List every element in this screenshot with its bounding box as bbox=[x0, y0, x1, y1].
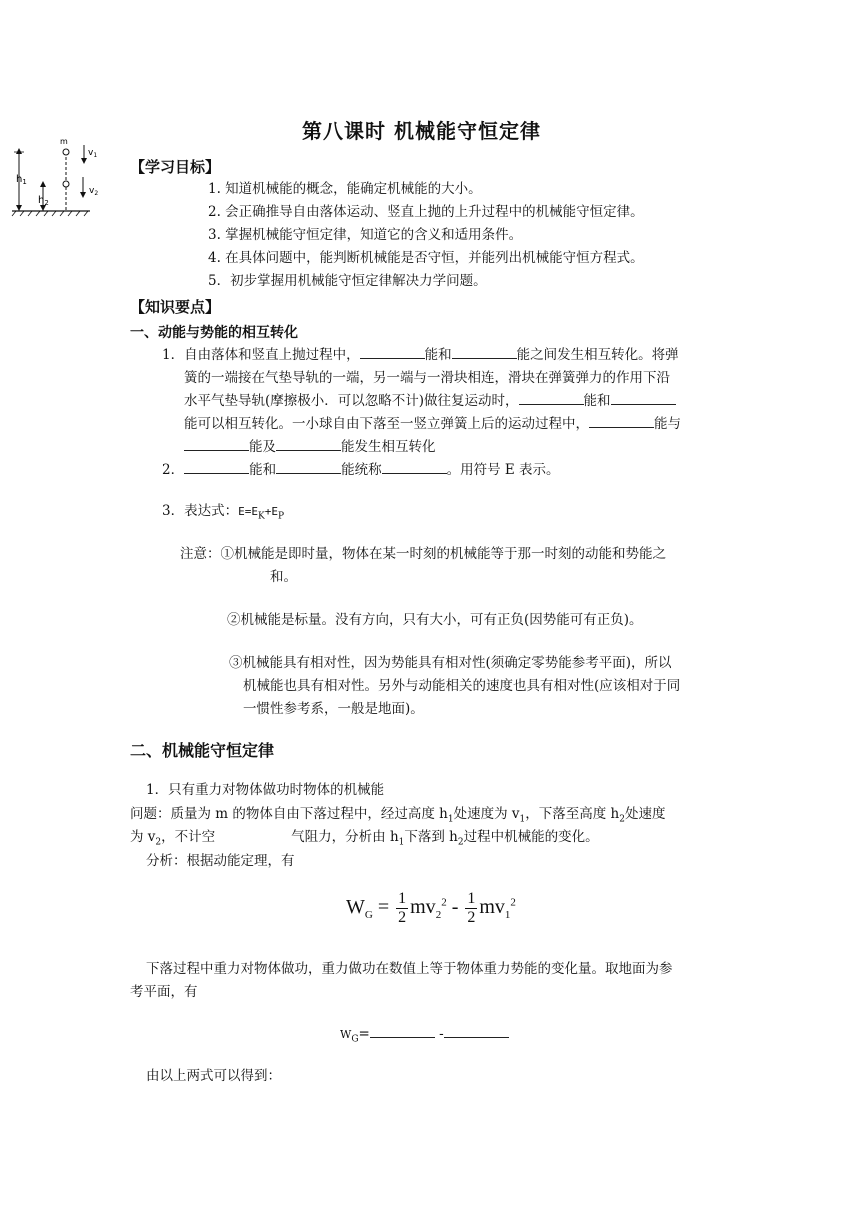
note-3-line-2: 机械能也具有相对性。另外与动能相关的速度也具有相对性(应该相对于同 bbox=[243, 678, 681, 694]
free-fall-diagram bbox=[10, 135, 110, 217]
label-m: m bbox=[60, 137, 68, 146]
blank bbox=[519, 390, 584, 405]
paragraph-1-line-2: 簧的一端接在气垫导轨的一端，另一端与一滑块相连，滑块在弹簧弹力的作用下沿 bbox=[184, 370, 670, 386]
svg-text:v1: $v_1$ bbox=[88, 148, 98, 159]
blank bbox=[444, 1023, 509, 1038]
blank bbox=[382, 459, 447, 474]
blank bbox=[184, 459, 249, 474]
section2-item-1: 1．只有重力对物体做功时物体的机械能 bbox=[146, 782, 385, 798]
objective-item: 2. 会正确推导自由落体运动、竖直上抛的上升过程中的机械能守恒定律。 bbox=[208, 204, 644, 220]
note-3-line-3: 一惯性参考系，一般是地面)。 bbox=[243, 701, 424, 717]
paragraph-1-line-5: 能及 能发生相互转化 bbox=[184, 436, 436, 458]
paragraph-1-line-3: 水平气垫导轨(摩擦极小．可以忽略不计)做往复运动时， 能和 bbox=[184, 390, 676, 412]
blank bbox=[276, 459, 341, 474]
analysis: 分析：根据动能定理，有 bbox=[146, 853, 295, 869]
note-1-line-2: 和。 bbox=[270, 569, 297, 585]
svg-text:h1: $h_1$ bbox=[16, 174, 27, 186]
paragraph-2: 2． 能和 能统称 。用符号 E 表示。 bbox=[162, 459, 560, 481]
work-energy-equation: $W_G$ = $\frac{1}{2}$ $mv_2^2$ - $\frac{1}{2}$ $mv_1^2$ bbox=[346, 890, 516, 926]
note-1-line-1: 注意：①机械能是即时量，物体在某一时刻的机械能等于那一时刻的动能和势能之 bbox=[180, 546, 666, 562]
objectives-heading: 【学习目标】 bbox=[130, 158, 221, 176]
section2-title: 二、机械能守恒定律 bbox=[130, 741, 275, 760]
svg-text:v2: $v_2$ bbox=[89, 186, 99, 197]
blank bbox=[276, 436, 341, 451]
objective-item: 3. 掌握机械能守恒定律，知道它的含义和适用条件。 bbox=[208, 227, 523, 243]
blank bbox=[611, 390, 676, 405]
paragraph-line-2: 考平面，有 bbox=[130, 984, 198, 1000]
note-3-line-1: ③机械能具有相对性，因为势能具有相对性(须确定零势能参考平面)，所以 bbox=[229, 655, 672, 671]
objective-item: 1. 知道机械能的概念，能确定机械能的大小。 bbox=[208, 181, 482, 197]
blank bbox=[589, 413, 654, 428]
blank bbox=[184, 436, 249, 451]
paragraph-1-line-4: 能可以相互转化。一小球自由下落至一竖立弹簧上后的运动过程中， 能与 bbox=[184, 413, 681, 435]
conclusion: 由以上两式可以得到： bbox=[146, 1068, 281, 1084]
svg-text:h2: $h_2$ bbox=[38, 195, 49, 207]
blank bbox=[370, 1023, 435, 1038]
objective-item: 4. 在具体问题中，能判断机械能是否守恒，并能列出机械能守恒方程式。 bbox=[208, 250, 644, 266]
section1-title: 一、动能与势能的相互转化 bbox=[130, 325, 298, 341]
paragraph-line-1: 下落过程中重力对物体做功，重力做功在数值上等于物体重力势能的变化量。取地面为参 bbox=[146, 961, 673, 977]
paragraph-1-line-1: 1．自由落体和竖直上抛过程中， 能和 能之间发生相互转化。将弹 bbox=[162, 344, 679, 366]
page-title: 第八课时 机械能守恒定律 bbox=[302, 119, 541, 143]
question-line-1: 问题：质量为 m 的物体自由下落过程中，经过高度 $h_1$处速度为 $v_1$，下落至高度 $h_2$处速度 bbox=[130, 806, 666, 825]
gravity-work-equation: $W_G=$ - bbox=[340, 1023, 509, 1051]
paragraph-3-expression: 3．表达式：$E=E_K+E_P$ bbox=[162, 503, 285, 522]
objective-item: 5．初步掌握用机械能守恒定律解决力学问题。 bbox=[208, 273, 487, 289]
blank bbox=[360, 344, 425, 359]
question-line-2: 为 $v_2$，不计空 气阻力，分析由 $h_1$下落到 $h_2$过程中机械能的变化。 bbox=[130, 829, 599, 848]
blank bbox=[452, 344, 517, 359]
knowledge-heading: 【知识要点】 bbox=[130, 298, 221, 316]
note-2: ②机械能是标量。没有方向，只有大小，可有正负(因势能可有正负)。 bbox=[227, 612, 643, 628]
